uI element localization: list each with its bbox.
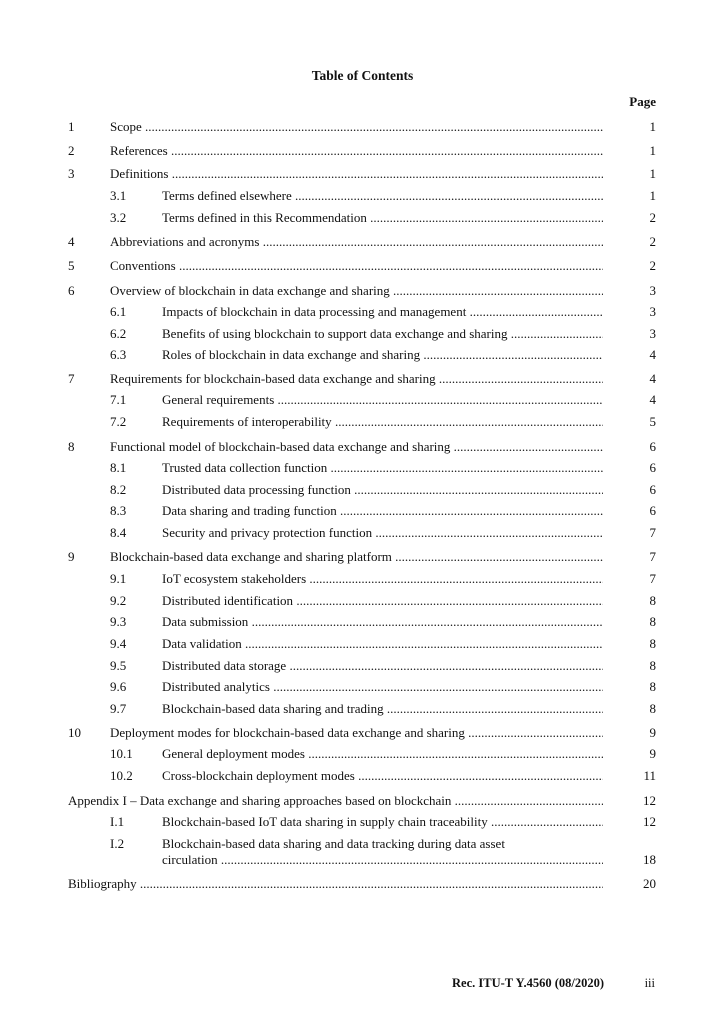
toc-title: Requirements of interoperability ..... <box>162 414 603 430</box>
toc-title: Deployment modes for blockchain-based data exchange and sharing ..... <box>110 725 603 741</box>
toc-title: Overview of blockchain in data exchange and sharing ..... <box>110 283 603 299</box>
toc-number: 9 <box>68 549 75 564</box>
toc-title: Terms defined in this Recommendation ..... <box>162 210 603 226</box>
toc-page: 3 <box>649 283 656 298</box>
page-title: Table of Contents <box>311 68 414 83</box>
toc-number: 6.3 <box>110 347 127 362</box>
toc-page: 9 <box>649 725 656 740</box>
toc-page: 8 <box>649 614 656 629</box>
toc-title: Blockchain-based data sharing and trading ..... <box>162 701 603 717</box>
toc-number: 3.2 <box>110 210 127 225</box>
toc-number: 10 <box>68 725 81 740</box>
toc-title: Cross-blockchain deployment modes ..... <box>162 768 603 784</box>
toc-number: 8.4 <box>110 525 127 540</box>
toc-number: 1 <box>68 119 75 134</box>
toc-page: 5 <box>649 414 656 429</box>
toc-number: 9.1 <box>110 571 127 586</box>
toc-title: Benefits of using blockchain to support data exchange and sharing ..... <box>162 326 603 342</box>
toc-page: 3 <box>649 304 656 319</box>
toc-number: 8.3 <box>110 503 127 518</box>
toc-title: Distributed data processing function ..... <box>162 482 603 498</box>
toc-number: 7 <box>68 371 75 386</box>
toc-page: 4 <box>649 371 656 386</box>
toc-title: Data submission ..... <box>162 614 603 630</box>
toc-page: 8 <box>649 593 656 608</box>
toc-title: Distributed analytics ..... <box>162 679 603 695</box>
toc-number: 5 <box>68 258 75 273</box>
toc-page: 12 <box>643 814 656 829</box>
toc-title: General deployment modes ..... <box>162 746 603 762</box>
toc-number: 9.3 <box>110 614 127 629</box>
toc-page: 8 <box>649 658 656 673</box>
toc-page: 12 <box>643 793 656 808</box>
toc-page: 2 <box>649 258 656 273</box>
toc-number: I.2 <box>110 836 125 851</box>
toc-page: 2 <box>649 234 656 249</box>
toc-number: 4 <box>68 234 75 249</box>
toc-number: 8 <box>68 439 75 454</box>
footer-page-number: iii <box>644 976 655 990</box>
toc-number: 7.1 <box>110 392 127 407</box>
toc-page: 6 <box>649 503 656 518</box>
toc-number: 9.4 <box>110 636 127 651</box>
toc-title: Appendix I – Data exchange and sharing approaches based on blockchain ..... <box>68 793 603 809</box>
toc-title: Trusted data collection function ..... <box>162 460 603 476</box>
toc-title: Abbreviations and acronyms ..... <box>110 234 603 250</box>
toc-number: 7.2 <box>110 414 127 429</box>
toc-title: Terms defined elsewhere ..... <box>162 188 603 204</box>
toc-page: 1 <box>649 143 656 158</box>
toc-title: Security and privacy protection function ..... <box>162 525 603 541</box>
toc-title: Requirements for blockchain-based data exchange and sharing ..... <box>110 371 603 387</box>
toc-number: 8.1 <box>110 460 127 475</box>
toc-title: Blockchain-based data exchange and sharing platform ..... <box>110 549 603 565</box>
toc-page: 4 <box>649 392 656 407</box>
toc-page: 18 <box>643 852 656 867</box>
toc-title: IoT ecosystem stakeholders ..... <box>162 571 603 587</box>
toc-page: 7 <box>649 549 656 564</box>
toc-number: 6.2 <box>110 326 127 341</box>
toc-title: Conventions ..... <box>110 258 603 274</box>
toc-number: 9.5 <box>110 658 127 673</box>
toc-title: Distributed identification ..... <box>162 593 603 609</box>
toc-title: Distributed data storage ..... <box>162 658 603 674</box>
toc-page: 2 <box>649 210 656 225</box>
toc-number: 3.1 <box>110 188 127 203</box>
toc-page: 7 <box>649 525 656 540</box>
toc-title: Blockchain-based data sharing and data tracking during data asset <box>162 836 505 851</box>
toc-page: 8 <box>649 636 656 651</box>
toc-number: 8.2 <box>110 482 127 497</box>
toc-title: Impacts of blockchain in data processing and management ..... <box>162 304 603 320</box>
toc-page: 6 <box>649 439 656 454</box>
toc-title: Blockchain-based IoT data sharing in supply chain traceability ..... <box>162 814 603 830</box>
toc-number: 9.6 <box>110 679 127 694</box>
toc-number: 2 <box>68 143 75 158</box>
toc-number: 10.1 <box>110 746 133 761</box>
toc-page: 4 <box>649 347 656 362</box>
toc-title: Functional model of blockchain-based data exchange and sharing ..... <box>110 439 603 455</box>
toc-number: 10.2 <box>110 768 133 783</box>
toc-number: 9.2 <box>110 593 127 608</box>
toc-page: 11 <box>643 768 656 783</box>
toc-number: I.1 <box>110 814 125 829</box>
toc-title: Data validation ..... <box>162 636 603 652</box>
toc-page: 1 <box>649 119 656 134</box>
toc-page: 9 <box>649 746 656 761</box>
toc-title: Bibliography ..... <box>68 876 603 892</box>
toc-page: 1 <box>649 188 656 203</box>
toc-title: Data sharing and trading function ..... <box>162 503 603 519</box>
toc-page: 8 <box>649 679 656 694</box>
toc-title: Definitions ..... <box>110 166 603 182</box>
toc-number: 6 <box>68 283 75 298</box>
page-column-heading: Page <box>629 94 656 109</box>
toc-page: 6 <box>649 460 656 475</box>
toc-title: Roles of blockchain in data exchange and sharing ..... <box>162 347 603 363</box>
toc-number: 9.7 <box>110 701 127 716</box>
toc-title-continued: circulation ..... <box>162 852 603 868</box>
toc-page: 3 <box>649 326 656 341</box>
toc-title: Scope ..... <box>110 119 603 135</box>
toc-page: 8 <box>649 701 656 716</box>
toc-title: References ..... <box>110 143 603 159</box>
footer-reference: Rec. ITU-T Y.4560 (08/2020) <box>452 976 604 990</box>
toc-number: 3 <box>68 166 75 181</box>
toc-page: 20 <box>643 876 656 891</box>
toc-title: General requirements ..... <box>162 392 603 408</box>
toc-page: 6 <box>649 482 656 497</box>
toc-page: 7 <box>649 571 656 586</box>
toc-number: 6.1 <box>110 304 127 319</box>
toc-page: 1 <box>649 166 656 181</box>
